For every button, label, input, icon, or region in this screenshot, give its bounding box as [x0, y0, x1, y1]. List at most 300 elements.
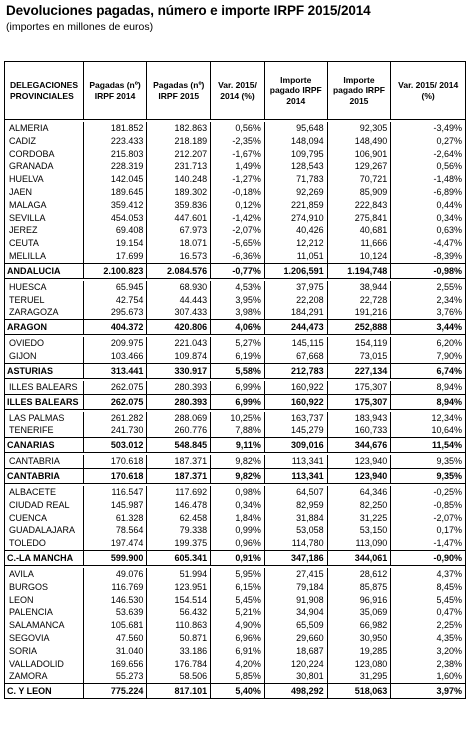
- cell-var-pagadas: 6,99%: [210, 381, 264, 394]
- table-row: [5, 537, 465, 550]
- province-group: [5, 410, 465, 439]
- cell-var-pagadas: 4,20%: [210, 658, 264, 671]
- cell-var-importe: 4,37%: [390, 568, 465, 581]
- cell-delegacion: HUESCA: [9, 281, 47, 292]
- total-cell-pagadas-2015: 817.101: [146, 684, 210, 698]
- cell-importe-2014: 64,507: [264, 486, 327, 499]
- cell-var-importe: 3,76%: [390, 306, 465, 319]
- header-delegaciones: DELEGACIONES PROVINCIALES: [10, 80, 79, 101]
- total-cell-pagadas-2014: 313.441: [83, 364, 147, 378]
- total-cell-delegacion: CANARIAS: [7, 440, 55, 451]
- table-row: [5, 135, 465, 148]
- total-cell-var-pagadas: -0,77%: [210, 264, 264, 278]
- total-cell-delegacion: C.-LA MANCHA: [7, 552, 74, 563]
- cell-pagadas-2015: 447.601: [146, 212, 210, 225]
- cell-delegacion: OVIEDO: [9, 338, 45, 349]
- cell-pagadas-2014: 69.408: [83, 224, 147, 237]
- total-cell-importe-2015: 518,063: [327, 684, 391, 698]
- cell-var-importe: -2,64%: [390, 148, 465, 161]
- cell-pagadas-2014: 49.076: [83, 568, 147, 581]
- province-group: [5, 566, 465, 684]
- total-cell-importe-2014: 347,186: [264, 551, 327, 565]
- table-row: [5, 306, 465, 319]
- header-importe-2014: Importe pagado IRPF 2014: [264, 62, 327, 119]
- table-row: [5, 250, 465, 263]
- cell-importe-2015: 66,982: [327, 619, 391, 632]
- cell-importe-2015: 275,841: [327, 212, 391, 225]
- total-row: [5, 551, 465, 566]
- total-cell-var-importe: -0,98%: [390, 264, 465, 278]
- cell-var-importe: 10,64%: [390, 424, 465, 437]
- cell-importe-2014: 79,184: [264, 581, 327, 594]
- cell-importe-2014: 22,208: [264, 294, 327, 307]
- table-row: [5, 581, 465, 594]
- table-row: [5, 453, 465, 468]
- total-cell-pagadas-2014: 170.618: [83, 469, 147, 483]
- cell-delegacion: LEON: [9, 594, 34, 605]
- cell-delegacion: SEGOVIA: [9, 632, 50, 643]
- cell-var-pagadas: 0,12%: [210, 199, 264, 212]
- cell-var-pagadas: 0,56%: [210, 122, 264, 135]
- cell-var-pagadas: 6,96%: [210, 632, 264, 645]
- total-row: [5, 438, 465, 453]
- cell-pagadas-2014: 170.618: [83, 455, 147, 468]
- cell-importe-2015: 70,721: [327, 173, 391, 186]
- cell-importe-2015: 129,267: [327, 160, 391, 173]
- cell-pagadas-2015: 33.186: [146, 645, 210, 658]
- cell-var-pagadas: 5,95%: [210, 568, 264, 581]
- total-cell-var-pagadas: 0,91%: [210, 551, 264, 565]
- cell-pagadas-2014: 215.803: [83, 148, 147, 161]
- page-subtitle: (importes en millones de euros): [6, 21, 154, 33]
- cell-pagadas-2015: 117.692: [146, 486, 210, 499]
- cell-var-importe: 0,44%: [390, 199, 465, 212]
- table-row: [5, 594, 465, 607]
- total-cell-importe-2014: 212,783: [264, 364, 327, 378]
- cell-pagadas-2014: 223.433: [83, 135, 147, 148]
- cell-var-importe: 0,27%: [390, 135, 465, 148]
- cell-pagadas-2014: 228.319: [83, 160, 147, 173]
- total-cell-pagadas-2015: 330.917: [146, 364, 210, 378]
- cell-var-pagadas: 5,45%: [210, 594, 264, 607]
- total-cell-pagadas-2014: 599.900: [83, 551, 147, 565]
- cell-importe-2014: 40,426: [264, 224, 327, 237]
- total-cell-importe-2015: 252,888: [327, 320, 391, 334]
- header-var-pagadas: Var. 2015/ 2014 (%): [210, 62, 264, 119]
- total-cell-importe-2015: 344,061: [327, 551, 391, 565]
- cell-importe-2014: 95,648: [264, 122, 327, 135]
- cell-importe-2014: 34,904: [264, 606, 327, 619]
- total-cell-importe-2015: 123,940: [327, 469, 391, 483]
- cell-delegacion: HUELVA: [9, 174, 44, 185]
- cell-pagadas-2014: 146.530: [83, 594, 147, 607]
- cell-importe-2015: 30,950: [327, 632, 391, 645]
- total-row: [5, 364, 465, 379]
- cell-pagadas-2015: 154.514: [146, 594, 210, 607]
- cell-pagadas-2014: 47.560: [83, 632, 147, 645]
- cell-var-pagadas: 6,91%: [210, 645, 264, 658]
- cell-pagadas-2015: 18.071: [146, 237, 210, 250]
- cell-var-importe: -3,49%: [390, 122, 465, 135]
- table-row: [5, 212, 465, 225]
- cell-importe-2015: 82,250: [327, 499, 391, 512]
- table-row: [5, 484, 465, 499]
- cell-importe-2014: 184,291: [264, 306, 327, 319]
- cell-importe-2015: 73,015: [327, 350, 391, 363]
- table-row: [5, 566, 465, 581]
- cell-importe-2015: 64,346: [327, 486, 391, 499]
- cell-var-importe: 4,35%: [390, 632, 465, 645]
- total-row: [5, 264, 465, 279]
- cell-importe-2014: 128,543: [264, 160, 327, 173]
- cell-importe-2014: 160,922: [264, 381, 327, 394]
- header-importe-2015: Importe pagado IRPF 2015: [327, 62, 391, 119]
- cell-delegacion: CADIZ: [9, 135, 36, 146]
- cell-var-pagadas: 1,84%: [210, 512, 264, 525]
- total-cell-importe-2015: 1.194,748: [327, 264, 391, 278]
- total-cell-delegacion: ANDALUCIA: [7, 265, 61, 276]
- table-row: [5, 524, 465, 537]
- cell-delegacion: CANTABRIA: [9, 456, 60, 467]
- total-cell-var-pagadas: 9,11%: [210, 438, 264, 452]
- cell-importe-2015: 123,940: [327, 455, 391, 468]
- total-cell-pagadas-2015: 2.084.576: [146, 264, 210, 278]
- total-cell-importe-2014: 244,473: [264, 320, 327, 334]
- cell-importe-2014: 11,051: [264, 250, 327, 263]
- cell-importe-2014: 27,415: [264, 568, 327, 581]
- total-cell-delegacion: ARAGON: [7, 322, 47, 333]
- total-row: [5, 469, 465, 484]
- page-title: Devoluciones pagadas, número e importe IRPF 2015/2014: [6, 3, 371, 18]
- cell-pagadas-2014: 65.945: [83, 281, 147, 294]
- cell-pagadas-2015: 231.713: [146, 160, 210, 173]
- cell-importe-2015: 175,307: [327, 381, 391, 394]
- cell-var-importe: 6,20%: [390, 337, 465, 350]
- cell-var-pagadas: -2,07%: [210, 224, 264, 237]
- cell-delegacion: JEREZ: [9, 225, 38, 236]
- cell-pagadas-2015: 189.302: [146, 186, 210, 199]
- total-cell-var-pagadas: 9,82%: [210, 469, 264, 483]
- cell-var-importe: 2,34%: [390, 294, 465, 307]
- table-row: [5, 424, 465, 437]
- cell-pagadas-2014: 19.154: [83, 237, 147, 250]
- cell-delegacion: GRANADA: [9, 161, 54, 172]
- cell-pagadas-2014: 116.769: [83, 581, 147, 594]
- table-row: [5, 160, 465, 173]
- cell-var-importe: -1,47%: [390, 537, 465, 550]
- cell-pagadas-2015: 62.458: [146, 512, 210, 525]
- cell-importe-2015: 28,612: [327, 568, 391, 581]
- total-cell-pagadas-2015: 548.845: [146, 438, 210, 452]
- total-cell-importe-2014: 1.206,591: [264, 264, 327, 278]
- cell-var-pagadas: 0,98%: [210, 486, 264, 499]
- total-cell-var-pagadas: 4,06%: [210, 320, 264, 334]
- cell-pagadas-2015: 359.836: [146, 199, 210, 212]
- cell-pagadas-2015: 50.871: [146, 632, 210, 645]
- cell-var-pagadas: 0,99%: [210, 524, 264, 537]
- cell-var-pagadas: 0,34%: [210, 499, 264, 512]
- cell-var-pagadas: -2,35%: [210, 135, 264, 148]
- cell-var-pagadas: -5,65%: [210, 237, 264, 250]
- cell-importe-2014: 92,269: [264, 186, 327, 199]
- cell-var-pagadas: 7,88%: [210, 424, 264, 437]
- cell-pagadas-2015: 140.248: [146, 173, 210, 186]
- cell-delegacion: GIJON: [9, 350, 37, 361]
- cell-var-importe: 12,34%: [390, 412, 465, 425]
- cell-pagadas-2014: 454.053: [83, 212, 147, 225]
- cell-var-importe: 8,94%: [390, 381, 465, 394]
- cell-pagadas-2014: 359.412: [83, 199, 147, 212]
- cell-pagadas-2014: 209.975: [83, 337, 147, 350]
- cell-importe-2015: 35,069: [327, 606, 391, 619]
- cell-pagadas-2015: 218.189: [146, 135, 210, 148]
- cell-var-importe: 0,63%: [390, 224, 465, 237]
- cell-importe-2014: 120,224: [264, 658, 327, 671]
- cell-pagadas-2015: 146.478: [146, 499, 210, 512]
- cell-pagadas-2014: 116.547: [83, 486, 147, 499]
- total-row: [5, 320, 465, 335]
- total-cell-delegacion: C. Y LEON: [7, 686, 52, 697]
- cell-pagadas-2014: 262.075: [83, 381, 147, 394]
- cell-pagadas-2015: 68.930: [146, 281, 210, 294]
- table-row: [5, 120, 465, 135]
- table-row: [5, 512, 465, 525]
- cell-delegacion: TERUEL: [9, 294, 45, 305]
- table-row: [5, 658, 465, 671]
- total-cell-delegacion: ILLES BALEARS: [7, 396, 79, 407]
- cell-pagadas-2014: 53.639: [83, 606, 147, 619]
- table-row: [5, 499, 465, 512]
- total-row: [5, 395, 465, 410]
- cell-var-pagadas: 6,15%: [210, 581, 264, 594]
- cell-delegacion: TENERIFE: [9, 425, 54, 436]
- cell-var-pagadas: 3,95%: [210, 294, 264, 307]
- total-cell-pagadas-2015: 605.341: [146, 551, 210, 565]
- cell-delegacion: JAEN: [9, 186, 33, 197]
- cell-pagadas-2015: 16.573: [146, 250, 210, 263]
- cell-var-pagadas: 3,98%: [210, 306, 264, 319]
- cell-importe-2014: 37,975: [264, 281, 327, 294]
- cell-pagadas-2015: 187.371: [146, 455, 210, 468]
- cell-pagadas-2015: 280.393: [146, 381, 210, 394]
- total-cell-importe-2014: 113,341: [264, 469, 327, 483]
- cell-importe-2015: 222,843: [327, 199, 391, 212]
- cell-delegacion: ZARAGOZA: [9, 307, 59, 318]
- cell-importe-2014: 163,737: [264, 412, 327, 425]
- table-row: [5, 632, 465, 645]
- cell-delegacion: AVILA: [9, 568, 34, 579]
- cell-delegacion: SORIA: [9, 645, 38, 656]
- cell-var-importe: -0,25%: [390, 486, 465, 499]
- cell-pagadas-2014: 261.282: [83, 412, 147, 425]
- cell-pagadas-2015: 110.863: [146, 619, 210, 632]
- cell-importe-2015: 96,916: [327, 594, 391, 607]
- cell-delegacion: ALMERIA: [9, 123, 49, 133]
- cell-pagadas-2015: 109.874: [146, 350, 210, 363]
- cell-var-importe: 7,90%: [390, 350, 465, 363]
- cell-var-pagadas: 6,19%: [210, 350, 264, 363]
- total-cell-importe-2014: 160,922: [264, 395, 327, 409]
- cell-var-importe: 2,38%: [390, 658, 465, 671]
- cell-importe-2015: 148,490: [327, 135, 391, 148]
- province-group: [5, 335, 465, 364]
- cell-var-importe: 9,35%: [390, 455, 465, 468]
- cell-var-pagadas: 5,85%: [210, 670, 264, 683]
- cell-pagadas-2015: 212.207: [146, 148, 210, 161]
- cell-var-pagadas: -0,18%: [210, 186, 264, 199]
- table-row: [5, 350, 465, 363]
- total-cell-pagadas-2015: 420.806: [146, 320, 210, 334]
- cell-importe-2014: 18,687: [264, 645, 327, 658]
- cell-delegacion: GUADALAJARA: [9, 525, 76, 536]
- cell-delegacion: CORDOBA: [9, 148, 55, 159]
- total-cell-delegacion: ASTURIAS: [7, 365, 54, 376]
- cell-pagadas-2014: 61.328: [83, 512, 147, 525]
- table-row: [5, 186, 465, 199]
- total-row: [5, 684, 465, 698]
- cell-var-pagadas: -6,36%: [210, 250, 264, 263]
- cell-importe-2014: 113,341: [264, 455, 327, 468]
- cell-var-importe: 0,17%: [390, 524, 465, 537]
- cell-pagadas-2015: 260.776: [146, 424, 210, 437]
- total-cell-var-importe: -0,90%: [390, 551, 465, 565]
- total-cell-var-pagadas: 5,40%: [210, 684, 264, 698]
- total-cell-pagadas-2014: 503.012: [83, 438, 147, 452]
- total-cell-pagadas-2014: 262.075: [83, 395, 147, 409]
- cell-var-importe: 3,20%: [390, 645, 465, 658]
- cell-pagadas-2015: 123.951: [146, 581, 210, 594]
- province-group: [5, 379, 465, 395]
- cell-var-importe: 2,25%: [390, 619, 465, 632]
- table-row: [5, 670, 465, 683]
- table-row: [5, 410, 465, 425]
- table-header: [5, 62, 465, 120]
- cell-var-importe: 2,55%: [390, 281, 465, 294]
- cell-var-importe: 0,56%: [390, 160, 465, 173]
- cell-delegacion: VALLADOLID: [9, 658, 64, 669]
- header-var-importe: Var. 2015/ 2014 (%): [390, 62, 465, 119]
- cell-pagadas-2014: 42.754: [83, 294, 147, 307]
- cell-pagadas-2014: 181.852: [83, 122, 147, 135]
- cell-importe-2015: 38,944: [327, 281, 391, 294]
- cell-importe-2014: 82,959: [264, 499, 327, 512]
- cell-importe-2015: 85,875: [327, 581, 391, 594]
- cell-var-pagadas: -1,27%: [210, 173, 264, 186]
- total-cell-importe-2015: 227,134: [327, 364, 391, 378]
- cell-importe-2015: 92,305: [327, 122, 391, 135]
- cell-pagadas-2015: 56.432: [146, 606, 210, 619]
- cell-var-importe: 0,47%: [390, 606, 465, 619]
- cell-importe-2015: 113,090: [327, 537, 391, 550]
- total-cell-importe-2015: 344,676: [327, 438, 391, 452]
- province-group: [5, 120, 465, 264]
- cell-pagadas-2015: 221.043: [146, 337, 210, 350]
- cell-importe-2015: 154,119: [327, 337, 391, 350]
- total-cell-var-importe: 11,54%: [390, 438, 465, 452]
- cell-var-importe: 8,45%: [390, 581, 465, 594]
- cell-pagadas-2014: 31.040: [83, 645, 147, 658]
- cell-importe-2015: 19,285: [327, 645, 391, 658]
- cell-var-importe: -0,85%: [390, 499, 465, 512]
- table-row: [5, 619, 465, 632]
- cell-pagadas-2014: 105.681: [83, 619, 147, 632]
- cell-var-pagadas: 5,27%: [210, 337, 264, 350]
- cell-pagadas-2015: 58.506: [146, 670, 210, 683]
- cell-var-pagadas: 9,82%: [210, 455, 264, 468]
- cell-pagadas-2015: 51.994: [146, 568, 210, 581]
- total-cell-pagadas-2014: 2.100.823: [83, 264, 147, 278]
- province-group: [5, 484, 465, 551]
- cell-importe-2014: 145,279: [264, 424, 327, 437]
- header-pagadas-2015: Pagadas (nº) IRPF 2015: [146, 62, 210, 119]
- province-group: [5, 453, 465, 469]
- table-row: [5, 279, 465, 294]
- cell-delegacion: BURGOS: [9, 581, 49, 592]
- cell-importe-2014: 31,884: [264, 512, 327, 525]
- cell-delegacion: SALAMANCA: [9, 620, 65, 631]
- table-row: [5, 237, 465, 250]
- cell-importe-2014: 65,509: [264, 619, 327, 632]
- cell-importe-2015: 160,733: [327, 424, 391, 437]
- cell-importe-2014: 67,668: [264, 350, 327, 363]
- cell-var-importe: -6,89%: [390, 186, 465, 199]
- cell-importe-2014: 91,908: [264, 594, 327, 607]
- cell-var-importe: -1,48%: [390, 173, 465, 186]
- cell-var-pagadas: 4,53%: [210, 281, 264, 294]
- cell-importe-2014: 53,058: [264, 524, 327, 537]
- cell-delegacion: MELILLA: [9, 250, 47, 261]
- total-cell-pagadas-2015: 187.371: [146, 469, 210, 483]
- cell-pagadas-2014: 78.564: [83, 524, 147, 537]
- cell-pagadas-2014: 169.656: [83, 658, 147, 671]
- total-cell-var-pagadas: 5,58%: [210, 364, 264, 378]
- cell-importe-2015: 106,901: [327, 148, 391, 161]
- cell-pagadas-2014: 55.273: [83, 670, 147, 683]
- table-row: [5, 173, 465, 186]
- cell-var-pagadas: -1,42%: [210, 212, 264, 225]
- cell-pagadas-2015: 199.375: [146, 537, 210, 550]
- cell-importe-2015: 183,943: [327, 412, 391, 425]
- cell-pagadas-2014: 189.645: [83, 186, 147, 199]
- table-row: [5, 645, 465, 658]
- table-row: [5, 199, 465, 212]
- table-row: [5, 606, 465, 619]
- table-row: [5, 379, 465, 394]
- cell-delegacion: ALBACETE: [9, 486, 57, 497]
- cell-pagadas-2015: 288.069: [146, 412, 210, 425]
- cell-pagadas-2015: 67.973: [146, 224, 210, 237]
- table-row: [5, 294, 465, 307]
- cell-delegacion: SEVILLA: [9, 212, 46, 223]
- total-cell-pagadas-2014: 404.372: [83, 320, 147, 334]
- cell-importe-2014: 29,660: [264, 632, 327, 645]
- total-cell-var-importe: 8,94%: [390, 395, 465, 409]
- total-cell-pagadas-2015: 280.393: [146, 395, 210, 409]
- total-cell-var-importe: 3,97%: [390, 684, 465, 698]
- cell-importe-2015: 191,216: [327, 306, 391, 319]
- cell-importe-2015: 53,150: [327, 524, 391, 537]
- cell-delegacion: ILLES BALEARS: [9, 381, 78, 392]
- cell-importe-2015: 31,295: [327, 670, 391, 683]
- table-row: [5, 224, 465, 237]
- cell-delegacion: MALAGA: [9, 199, 47, 210]
- total-cell-var-importe: 3,44%: [390, 320, 465, 334]
- total-cell-importe-2014: 498,292: [264, 684, 327, 698]
- table-row: [5, 335, 465, 350]
- cell-var-pagadas: 5,21%: [210, 606, 264, 619]
- cell-importe-2015: 11,666: [327, 237, 391, 250]
- cell-pagadas-2015: 44.443: [146, 294, 210, 307]
